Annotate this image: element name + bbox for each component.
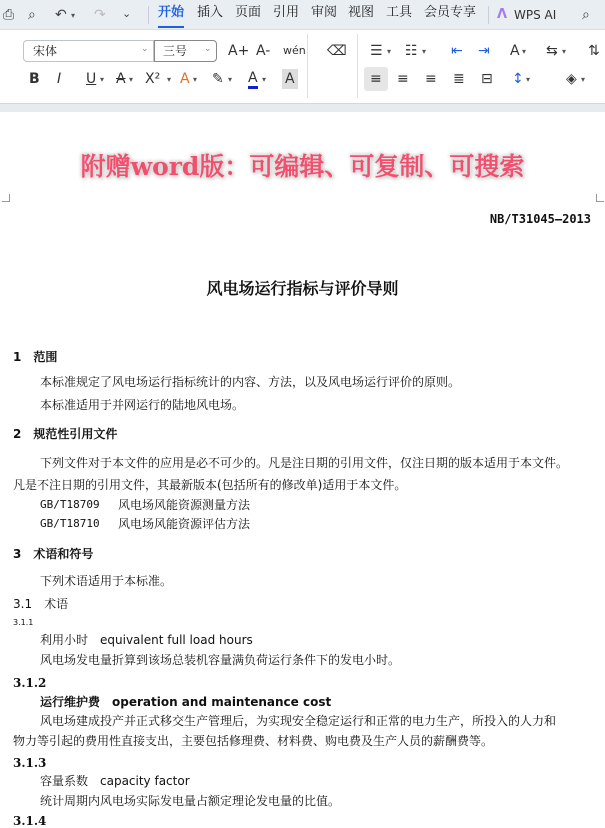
paragraph: 本标准适用于并网运行的陆地风电场。: [40, 398, 245, 412]
text-effect-caret-icon[interactable]: ▾: [193, 75, 198, 84]
definition: 物力等引起的费用性直接支出，主要包括修理费、材料费、购电费及生产人员的薪酬费等。: [13, 734, 494, 748]
strikethrough-caret-icon[interactable]: ▾: [129, 75, 134, 84]
reference-name: 风电场风能资源评估方法: [118, 517, 251, 531]
term: 容量系数 capacity factor: [40, 774, 190, 788]
highlight-icon[interactable]: ✎: [212, 71, 224, 87]
definition: 风电场发电量折算到该场总装机容量满负荷运行条件下的发电小时。: [40, 653, 401, 667]
align-left-icon: ≡: [370, 71, 382, 87]
align-center-icon[interactable]: ≡: [397, 71, 409, 87]
increase-indent-icon[interactable]: ⇥: [478, 43, 490, 59]
char-spacing-icon[interactable]: A: [510, 43, 520, 59]
undo-icon[interactable]: ↶: [55, 7, 67, 23]
font-size-value: 三号: [163, 44, 188, 58]
title-toolbar: [0, 0, 605, 30]
term: 运行维护费 operation and maintenance cost: [40, 695, 332, 709]
section-2-heading: 2 规范性引用文件: [13, 427, 118, 441]
line-spacing-icon[interactable]: ↕: [512, 71, 524, 87]
font-name-value: 宋体: [33, 44, 58, 58]
active-tab-underline: [158, 26, 184, 28]
superscript-button[interactable]: X²: [145, 71, 161, 87]
reference-code: GB/T18709: [40, 498, 100, 511]
divider: [148, 6, 149, 24]
grow-font-button[interactable]: A+: [228, 43, 250, 59]
underline-button[interactable]: U: [86, 71, 97, 87]
divider: [307, 34, 308, 98]
term: 利用小时 equivalent full load hours: [40, 633, 253, 647]
char-spacing-caret-icon[interactable]: ▾: [522, 47, 527, 56]
font-size-chevron-down-icon[interactable]: ⌄: [204, 44, 212, 54]
document-title: 风电场运行指标与评价导则: [206, 279, 399, 298]
wps-ai-logo-icon: Ʌ: [497, 7, 508, 22]
decrease-indent-icon[interactable]: ⇤: [451, 43, 463, 59]
justify-icon[interactable]: ≣: [453, 71, 465, 87]
shading-fill-caret-icon[interactable]: ▾: [581, 75, 586, 84]
subsection-heading: 3.1 术语: [13, 597, 69, 611]
paragraph: 凡是不注日期的引用文件，其最新版本(包括所有的修改单)适用于本文件。: [13, 478, 407, 492]
pinyin-guide-button[interactable]: wén: [283, 44, 306, 57]
print-preview-icon[interactable]: ⌕: [28, 7, 36, 23]
align-right-icon[interactable]: ≡: [425, 71, 437, 87]
underline-caret-icon[interactable]: ▾: [100, 75, 105, 84]
tab-references[interactable]: 引用: [273, 5, 300, 20]
definition: 风电场建成投产并正式移交生产管理后，为实现安全稳定运行和正常的电力生产，所投入的人力和: [40, 714, 557, 728]
standard-number: NB/T31045—2013: [489, 212, 591, 226]
shrink-font-button[interactable]: A-: [256, 43, 271, 59]
text-direction-caret-icon[interactable]: ▾: [562, 47, 567, 56]
shading-fill-icon[interactable]: ◈: [566, 71, 577, 87]
paragraph: 本标准规定了风电场运行指标统计的内容、方法，以及风电场运行评价的原则。: [40, 375, 461, 389]
clause-number: 3.1.3: [13, 756, 47, 770]
reference-code: GB/T18710: [40, 517, 100, 530]
clause-number: 3.1.1: [13, 618, 34, 627]
redo-icon[interactable]: ↷: [94, 7, 106, 23]
search-icon[interactable]: ⌕: [582, 7, 590, 23]
ruler-gap: [0, 103, 605, 112]
section-3-heading: 3 术语和符号: [13, 547, 94, 561]
reference-name: 风电场风能资源测量方法: [118, 498, 251, 512]
numbered-list-icon[interactable]: ☷: [405, 43, 418, 59]
tab-page[interactable]: 页面: [235, 5, 262, 20]
clause-number: 3.1.4: [13, 814, 47, 828]
char-shading-button[interactable]: A: [282, 69, 298, 89]
clear-format-eraser-icon[interactable]: ⌫: [327, 43, 347, 59]
text-direction-icon[interactable]: ⇆: [546, 43, 558, 59]
bold-button[interactable]: B: [29, 71, 40, 87]
highlight-caret-icon[interactable]: ▾: [228, 75, 233, 84]
wps-ai-button[interactable]: WPS AI: [514, 8, 557, 22]
divider: [488, 6, 489, 24]
watermark-banner: 附赠word版：可编辑、可复制、可搜索: [80, 152, 525, 181]
tab-view[interactable]: 视图: [348, 5, 375, 20]
font-name-chevron-down-icon[interactable]: ⌄: [141, 44, 149, 54]
tab-home[interactable]: 开始: [158, 5, 185, 20]
tab-insert[interactable]: 插入: [197, 5, 224, 20]
paragraph: 下列术语适用于本标准。: [40, 574, 173, 588]
italic-button[interactable]: I: [57, 71, 62, 87]
tab-review[interactable]: 审阅: [311, 5, 338, 20]
bullet-list-icon[interactable]: ☰: [370, 43, 383, 59]
numbered-list-caret-icon[interactable]: ▾: [422, 47, 427, 56]
margin-mark: [596, 194, 604, 202]
superscript-caret-icon[interactable]: ▾: [167, 75, 172, 84]
margin-mark: [2, 194, 10, 202]
clause-number: 3.1.2: [13, 676, 47, 690]
strikethrough-icon[interactable]: A: [116, 71, 126, 87]
bullet-list-caret-icon[interactable]: ▾: [387, 47, 392, 56]
tab-member[interactable]: 会员专享: [424, 5, 477, 20]
distributed-align-icon[interactable]: ⊟: [481, 71, 493, 87]
line-spacing-caret-icon[interactable]: ▾: [526, 75, 531, 84]
print-icon[interactable]: ⎙: [3, 7, 15, 23]
paragraph: 下列文件对于本文件的应用是必不可少的。凡是注日期的引用文件，仅注日期的版本适用于本文件。: [40, 456, 569, 470]
section-1-heading: 1 范围: [13, 350, 58, 364]
divider: [357, 34, 358, 98]
definition: 统计周期内风电场实际发电量占额定理论发电量的比值。: [40, 794, 341, 808]
sort-icon[interactable]: ⇅: [588, 43, 600, 59]
more-chevron-down-icon[interactable]: ⌄: [122, 7, 132, 20]
text-effect-icon[interactable]: A: [180, 71, 190, 87]
font-color-caret-icon[interactable]: ▾: [262, 75, 267, 84]
undo-dropdown-caret-icon[interactable]: ▾: [71, 11, 76, 20]
ribbon: [0, 30, 605, 103]
font-color-button[interactable]: A: [248, 70, 258, 89]
tab-tools[interactable]: 工具: [386, 5, 413, 20]
